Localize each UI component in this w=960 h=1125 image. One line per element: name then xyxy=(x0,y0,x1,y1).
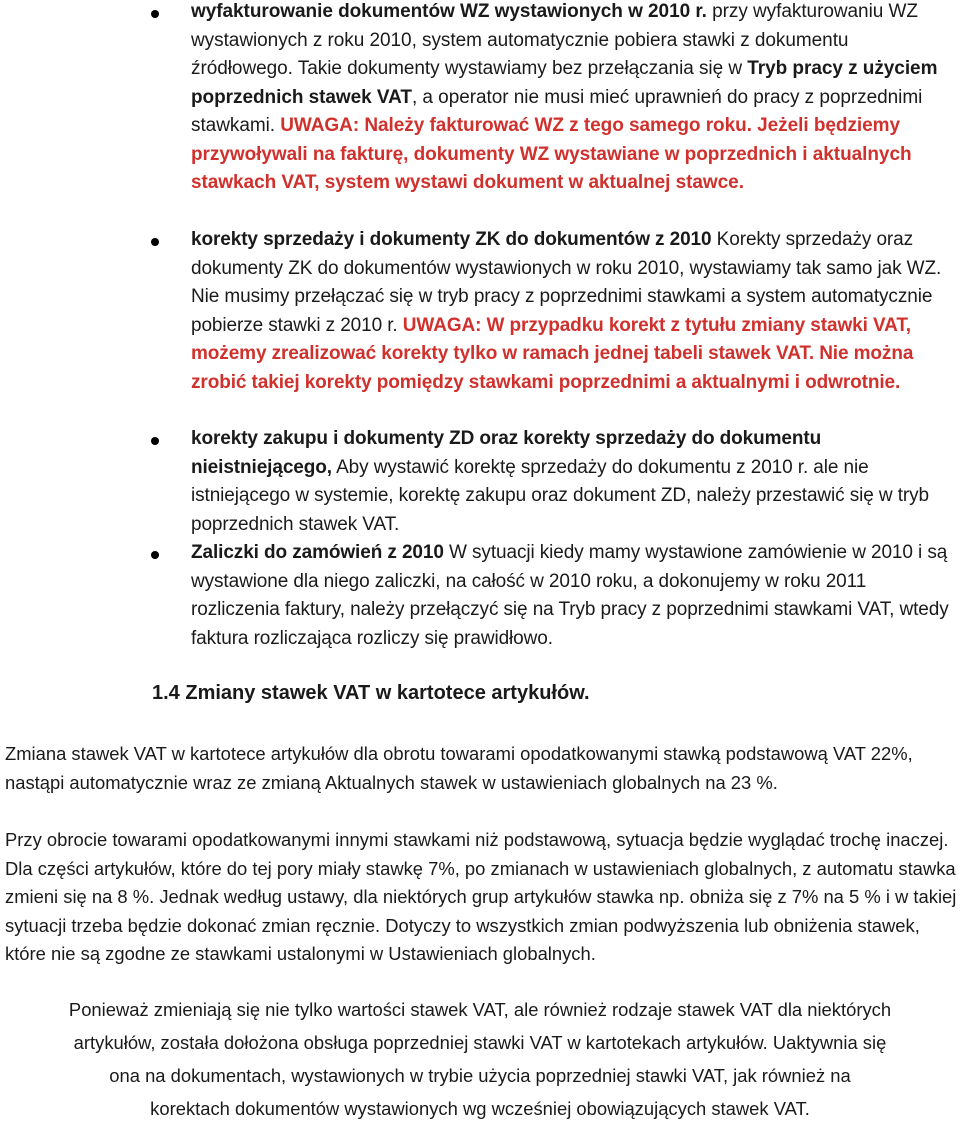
item-bold: korekty sprzedaży i dokumenty ZK do dokumentów z 2010 xyxy=(191,229,712,250)
paragraph-2: Przy obrocie towarami opodatkowanymi innymi stawkami niż podstawową, sytuacja będzie wyglądać trochę inaczej. Dla części artykułów, które do tej pory miały stawkę 7%, po zmianach w ustawieniach globalnych, z automatu stawka zmieni się na 8 %. Jednak według ustawy, dla niektórych grup artykułów stawka np. obniża się z 7% na 5 % i w takiej sytuacji trzeba będzie dokonać zmian ręcznie. Dotyczy to wszystkich zmian podwyższenia lub obniżenia stawek, które nie są zgodne ze stawkami ustalonymi w Ustawieniach globalnych. xyxy=(5,829,957,964)
bullet-dot-icon xyxy=(151,551,159,559)
list-item xyxy=(0,539,960,653)
item-body: W sytuacji kiedy mamy wystawione zamówienie w 2010 i są wystawione dla niego zaliczki, na całość w 2010 roku, a dokonujemy w roku 2011 rozliczenia faktury, należy przełączyć się na Tryb pracy z poprzednimi stawkami VAT, wtedy faktura rozliczająca rozliczy się prawidłowo. xyxy=(191,542,949,649)
list-item xyxy=(0,0,960,198)
bullet-dot-icon xyxy=(151,238,159,246)
item-text xyxy=(191,229,941,393)
item-bold: Tryb pracy z użyciem poprzednich stawek VAT xyxy=(191,58,938,108)
bullet-dot-icon xyxy=(151,10,159,18)
item-body: Aby wystawić korektę sprzedaży do dokumentu z 2010 r. ale nie istniejącego w systemie, korektę zakupu oraz dokument ZD, należy przestawić się w tryb poprzednich stawek VAT. xyxy=(191,456,929,535)
section-heading: 1.4 Zmiany stawek VAT w kartotece artykułów. xyxy=(152,682,590,704)
paragraph-3-line: Ponieważ zmieniają się nie tylko wartości stawek VAT, ale również rodzaje stawek VAT dla niektórych xyxy=(68,999,892,1020)
paragraph-3-line: korektach dokumentów wystawionych wg wcześniej obowiązujących stawek VAT. xyxy=(150,1098,810,1119)
bullet-dot-icon xyxy=(151,437,159,445)
item-warning: UWAGA: W przypadku korekt z tytułu zmiany stawki VAT, możemy zrealizować korekty tylko w ramach jednej tabeli stawek VAT. Nie można zrobić takiej korekty pomiędzy stawkami poprzednimi a aktualnymi i odwrotnie. xyxy=(191,314,914,393)
item-bold: korekty zakupu i dokumenty ZD oraz korekty sprzedaży do dokumentu nieistniejącego, xyxy=(191,428,822,478)
item-body: Korekty sprzedaży oraz dokumenty ZK do dokumentów wystawionych w roku 2010, wystawiamy tak samo jak WZ. Nie musimy przełączać się w tryb pracy z poprzednimi stawkami a system automatycznie pobierze stawki z 2010 r. xyxy=(191,229,942,336)
paragraph-3 xyxy=(0,993,960,1125)
item-text xyxy=(191,1,937,193)
item-bold: Zaliczki do zamówień z 2010 xyxy=(191,542,444,563)
paragraph-3-line: artykułów, została dołożona obsługa poprzedniej stawki VAT w kartotekach artykułów. Uaktywnia się xyxy=(73,1032,887,1053)
item-body: , a operator nie musi mieć uprawnień do pracy z poprzednimi stawkami. xyxy=(191,86,923,136)
item-bold: wyfakturowanie dokumentów WZ wystawionych w 2010 r. xyxy=(191,1,707,22)
item-text xyxy=(191,542,949,649)
paragraph-1: Zmiana stawek VAT w kartotece artykułów dla obrotu towarami opodatkowanymi stawką podstawową VAT 22%, nastąpi automatycznie wraz ze zmianą Aktualnych stawek w ustawieniach globalnych na 23 %. xyxy=(5,743,913,793)
item-warning: UWAGA: Należy fakturować WZ z tego samego roku. Jeżeli będziemy przywoływali na fakturę, dokumenty WZ wystawiane w poprzednich i aktualnych stawkach VAT, system wystawi dokument w aktualnej stawce. xyxy=(191,115,912,193)
paragraph-3-line: ona na dokumentach, wystawionych w trybie użycia poprzedniej stawki VAT, jak również na xyxy=(109,1065,851,1086)
list-item xyxy=(0,226,960,397)
item-text xyxy=(191,428,929,535)
item-body: przy wyfakturowaniu WZ wystawionych z roku 2010, system automatycznie pobiera stawki z dokumentu źródłowego. Takie dokumenty wystawiamy bez przełączania się w xyxy=(191,1,918,79)
list-item xyxy=(0,425,960,539)
